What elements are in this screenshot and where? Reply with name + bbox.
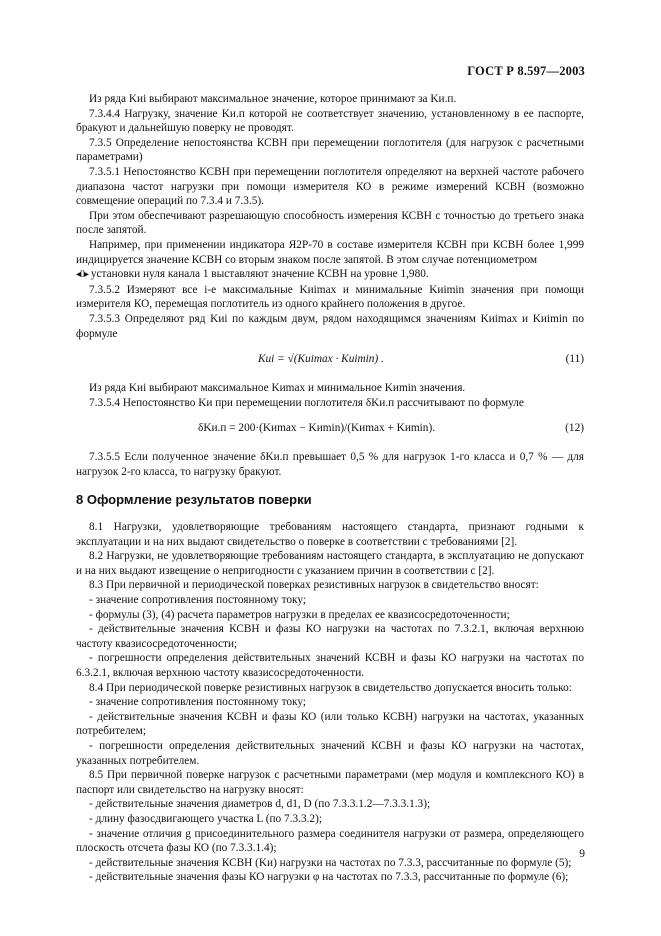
list-item: - значение сопротивления постоянному току; [89, 594, 307, 607]
paragraph-continued [76, 267, 584, 283]
formula-number: (12) [565, 422, 584, 435]
list-item: - действительные значения КСВН и фазы КО (или только КСВН) нагрузки на частотах, указанных потребителем; [76, 710, 584, 738]
list-item: - значение сопротивления постоянному току; [89, 696, 307, 709]
paragraph: 7.3.5.1 Непостоянство КСВН при перемещении поглотителя определяют на верхней частоте рабочего диапазона частот нагрузки при помощи измерителя КО в режиме измерений КСВН (возможно совмещение операций по 7.3.4 и 7.3.5). [76, 165, 584, 208]
paragraph: 8.4 При периодической поверке резистивных нагрузок в свидетельство допускается вносить только: [89, 681, 572, 694]
formula-number: (11) [565, 353, 584, 366]
paragraph: 8.5 При первичной поверке нагрузок с расчетными параметрами (мер модуля и комплексного КО) в паспорт или свидетельство на нагрузку вносят: [76, 769, 584, 796]
paragraph: Из ряда Kиi выбирают максимальное значение, которое принимают за Kи.п. [89, 93, 457, 105]
paragraph: 8.1 Нагрузки, удовлетворяющие требованиям настоящего стандарта, признают годными к эксплуатации и на них выдают свидетельство о поверке в соответствии с требованиями [2]. [76, 521, 584, 548]
list-item: - действительные значения фазы КО нагрузки φ на частотах по 7.3.3, рассчитанные по формуле (6); [89, 871, 569, 884]
section-heading: 8 Оформление результатов поверки [76, 492, 312, 508]
list-item: - формулы (3), (4) расчета параметров нагрузки в пределах ее квазисосредоточенности; [89, 608, 510, 621]
document-body [76, 92, 584, 885]
formula-12 [76, 414, 584, 444]
paragraph: При этом обеспечивают разрешающую способность измерения КСВН с точностью до третьего знака после запятой. [76, 209, 584, 237]
paragraph: 8.3 При первичной и периодической поверках резистивных нагрузок в свидетельство вносят: [89, 579, 539, 592]
paragraph: 7.3.5 Определение непостоянства КСВН при перемещении поглотителя (для нагрузок с расчетными параметрами) [76, 136, 584, 164]
list-item: - действительные значения КСВН (Kи) нагрузки на частотах по 7.3.3, рассчитанные по формуле (5); [89, 856, 572, 869]
paragraph: 8.2 Нагрузки, не удовлетворяющие требованиям настоящего стандарта, в эксплуатацию не допускают и на них выдают извещение о непригодности с указанием причин в соответствии с [2]. [76, 550, 584, 577]
paragraph: 7.3.4.4 Нагрузку, значение Kи.п которой не соответствует значению, установленному в ее паспорте, бракуют и дальнейшую поверку не проводят. [76, 107, 584, 135]
list-item: - действительные значения диаметров d, d1, D (по 7.3.3.1.2—7.3.3.1.3); [89, 798, 431, 811]
list-item: - погрешности определения действительных значений КСВН и фазы КО нагрузки на частотах по 6.3.2.1, включая верхнюю частоту квазисосредоточенности. [76, 652, 584, 679]
list-item: - погрешности определения действительных значений КСВН и фазы КО нагрузки на частотах, указанных потребителем. [76, 739, 584, 767]
list-item: - действительные значения КСВН и фазы КО нагрузки на частотах по 7.3.2.1, включая верхнюю частоту квазисосредоточенности; [76, 623, 584, 650]
potentiometer-symbol-icon: ◂0▸ [76, 269, 89, 281]
paragraph: 7.3.5.5 Если полученное значение δKи.п превышает 0,5 % для нагрузок 1-го класса и 0,7 % — для нагрузок 2-го класса, то нагрузку бракуют. [76, 451, 584, 478]
paragraph: Например, при применении индикатора Я2Р-70 в составе измерителя КСВН при КСВН более 1,999 индицируется значение КСВН со вторым знаком после запятой. В этом случае потенциометром [76, 238, 584, 266]
page-number: 9 [579, 848, 585, 860]
paragraph: 7.3.5.4 Непостоянство Kи при перемещении поглотителя δKи.п рассчитывают по формуле [89, 396, 524, 409]
paragraph: 7.3.5.2 Измеряют все i-е максимальные Kиimax и минимальные Kиimin значения при помощи измерителя КО, перемещая поглотитель из одного крайнего положения в другое. [76, 283, 584, 311]
formula-11 [76, 345, 584, 375]
standard-header: ГОСТ Р 8.597—2003 [467, 64, 585, 78]
formula-expression: δKи.п = 200·(Kиmax − Kиmin)/(Kиmax + Kиmin). [198, 422, 436, 435]
paragraph: Из ряда Kиi выбирают максимальное Kиmax и минимальное Kиmin значения. [89, 382, 466, 395]
list-item: - длину фазосдвигающего участка L (по 7.3.3.2); [89, 812, 322, 825]
paragraph-text: установки нуля канала 1 выставляют значение КСВН на уровне 1,980. [90, 268, 429, 281]
paragraph: 7.3.5.3 Определяют ряд Kиi по каждым двум, рядом находящимся значениям Kиimax и Kиimin по формуле [76, 312, 584, 340]
formula-expression: Kиi = √(Kиimax · Kиimin) . [258, 353, 384, 366]
list-item: - значение отличия g присоединительного размера соединителя нагрузки от размера, определяющего плоскость отсчета фазы КО (по 7.3.3.1.4); [76, 827, 584, 855]
